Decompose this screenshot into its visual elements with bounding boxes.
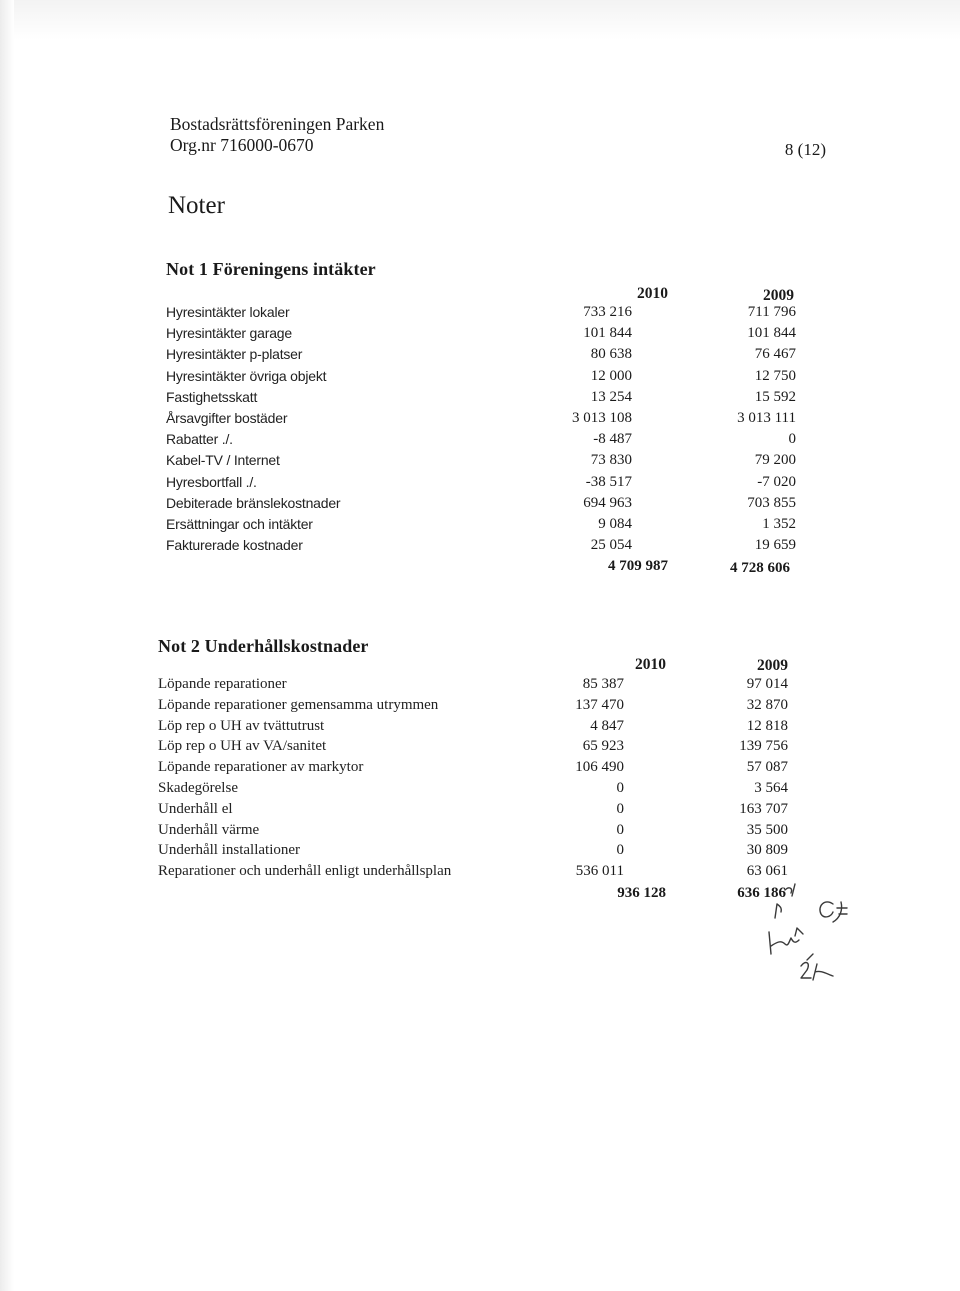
note1-row bbox=[166, 304, 796, 325]
note1-row-label: Fastighetsskatt bbox=[166, 388, 258, 405]
note1-year-2010: 2010 bbox=[637, 285, 668, 302]
note1-row-label: Hyresintäkter p-platser bbox=[166, 346, 303, 363]
note1-row-value-2009: 12 750 bbox=[754, 367, 796, 384]
note2-year-2010: 2010 bbox=[635, 656, 666, 673]
note2-row-label: Underhåll installationer bbox=[158, 842, 301, 859]
note1-row-value-2010: 13 254 bbox=[590, 388, 632, 405]
note1-row-value-2010: 101 844 bbox=[583, 325, 632, 342]
note2-row-value-2010: 0 bbox=[616, 779, 624, 796]
note1-row-value-2010: 80 638 bbox=[590, 346, 632, 363]
note1-row bbox=[166, 368, 796, 389]
note2-row-value-2009: 30 809 bbox=[746, 842, 788, 859]
note1-row-value-2010: -38 517 bbox=[585, 473, 632, 490]
page-number: 8 (12) bbox=[784, 140, 826, 159]
note1-row-label: Hyresintäkter garage bbox=[166, 325, 292, 342]
note1-row bbox=[166, 389, 796, 410]
note1-total-2010: 4 709 987 bbox=[608, 558, 668, 574]
org-name: Bostadsrättsföreningen Parken bbox=[170, 114, 385, 134]
note1-row-label: Hyresintäkter lokaler bbox=[166, 304, 290, 320]
note2-row-value-2009: 139 756 bbox=[739, 738, 788, 755]
note2-row bbox=[158, 863, 788, 884]
scan-shadow-left bbox=[0, 0, 14, 1291]
note2-row-value-2010: 106 490 bbox=[575, 759, 624, 776]
note2-title: Not 2 Underhållskostnader bbox=[158, 636, 369, 656]
note2-table bbox=[158, 676, 788, 884]
note1-row bbox=[166, 452, 796, 473]
note2-year-2009: 2009 bbox=[757, 657, 788, 674]
page-title: Noter bbox=[168, 192, 225, 219]
note1-row bbox=[166, 431, 796, 452]
note1-row bbox=[166, 537, 796, 558]
note2-row-label: Reparationer och underhåll enligt underhållsplan bbox=[158, 863, 452, 880]
note2-row-value-2010: 85 387 bbox=[582, 676, 624, 692]
note1-row bbox=[166, 474, 796, 495]
note1-row-value-2009: 79 200 bbox=[754, 452, 796, 469]
note1-row-label: Hyresintäkter övriga objekt bbox=[166, 367, 327, 384]
note2-row bbox=[158, 676, 788, 697]
note2-total-2009: 636 186 bbox=[737, 885, 786, 901]
note1-row-value-2010: 694 963 bbox=[583, 494, 632, 511]
note1-title: Not 1 Föreningens intäkter bbox=[166, 259, 376, 279]
note2-row-value-2010: 65 923 bbox=[582, 738, 624, 755]
note1-row bbox=[166, 325, 796, 346]
note1-row-value-2009: 0 bbox=[788, 431, 796, 448]
note1-total-2009: 4 728 606 bbox=[730, 560, 790, 576]
note2-row-label: Underhåll el bbox=[158, 800, 233, 817]
note2-row-label: Löpande reparationer bbox=[158, 676, 287, 692]
note1-row-label: Debiterade bränslekostnader bbox=[166, 494, 341, 511]
note1-row-value-2010: 733 216 bbox=[583, 304, 632, 320]
note1-row-value-2009: -7 020 bbox=[757, 473, 796, 490]
note1-row bbox=[166, 346, 796, 367]
note2-row-value-2010: 0 bbox=[616, 800, 624, 817]
note1-table bbox=[166, 304, 796, 558]
note1-row-value-2009: 76 467 bbox=[754, 346, 796, 363]
note1-year-2009: 2009 bbox=[763, 287, 794, 304]
note2-row-value-2010: 536 011 bbox=[575, 863, 624, 880]
note2-row bbox=[158, 801, 788, 822]
note2-row-value-2009: 32 870 bbox=[746, 696, 788, 713]
note2-row-value-2010: 0 bbox=[616, 821, 624, 838]
note2-row-value-2009: 97 014 bbox=[746, 676, 788, 692]
note2-row-label: Löp rep o UH av tvättutrust bbox=[158, 717, 325, 734]
note1-row-value-2009: 101 844 bbox=[747, 325, 796, 342]
note2-row-value-2009: 35 500 bbox=[746, 821, 788, 838]
note1-row-value-2010: 12 000 bbox=[590, 367, 632, 384]
note1-row-value-2009: 1 352 bbox=[762, 515, 796, 532]
note1-row-value-2010: 25 054 bbox=[590, 537, 632, 554]
note1-row-label: Kabel-TV / Internet bbox=[166, 452, 280, 469]
note2-row bbox=[158, 718, 788, 739]
note1-row-value-2009: 711 796 bbox=[747, 304, 796, 320]
scan-shadow-top bbox=[0, 0, 960, 40]
note2-row-value-2009: 3 564 bbox=[754, 779, 788, 796]
note1-row-value-2009: 703 855 bbox=[747, 494, 796, 511]
note1-row-value-2009: 3 013 111 bbox=[737, 409, 796, 426]
note2-row bbox=[158, 822, 788, 843]
note1-row bbox=[166, 495, 796, 516]
note2-row bbox=[158, 759, 788, 780]
note1-row-label: Årsavgifter bostäder bbox=[166, 409, 288, 426]
note2-row-label: Löp rep o UH av VA/sanitet bbox=[158, 738, 327, 755]
note1-row-label: Fakturerade kostnader bbox=[166, 537, 303, 554]
note2-row bbox=[158, 697, 788, 718]
note2-row-value-2009: 63 061 bbox=[746, 863, 788, 880]
note2-row-value-2009: 57 087 bbox=[746, 759, 788, 776]
note1-row-label: Rabatter ./. bbox=[166, 431, 233, 448]
note2-row bbox=[158, 842, 788, 863]
note2-row-label: Underhåll värme bbox=[158, 821, 260, 838]
note2-row-label: Skadegörelse bbox=[158, 779, 238, 796]
note2-row-value-2010: 0 bbox=[616, 842, 624, 859]
note2-row-value-2010: 4 847 bbox=[590, 717, 624, 734]
note2-row-value-2010: 137 470 bbox=[575, 696, 624, 713]
note1-row-value-2010: -8 487 bbox=[593, 431, 632, 448]
note1-row-value-2010: 73 830 bbox=[590, 452, 632, 469]
note2-row-label: Löpande reparationer av markytor bbox=[158, 759, 364, 776]
note1-row-label: Ersättningar och intäkter bbox=[166, 515, 313, 532]
note1-row bbox=[166, 410, 796, 431]
note2-row bbox=[158, 780, 788, 801]
org-number: Org.nr 716000-0670 bbox=[170, 135, 314, 155]
note2-row-value-2009: 12 818 bbox=[746, 717, 788, 734]
note1-row-value-2009: 19 659 bbox=[754, 537, 796, 554]
note1-row-label: Hyresbortfall ./. bbox=[166, 473, 257, 490]
note2-row bbox=[158, 738, 788, 759]
note1-row-value-2009: 15 592 bbox=[754, 388, 796, 405]
handwritten-initials-signature bbox=[755, 880, 865, 990]
note1-row-value-2010: 3 013 108 bbox=[572, 409, 632, 426]
note2-total-2010: 936 128 bbox=[617, 885, 666, 901]
note2-row-value-2009: 163 707 bbox=[739, 800, 788, 817]
note1-row bbox=[166, 516, 796, 537]
note2-row-label: Löpande reparationer gemensamma utrymmen bbox=[158, 696, 439, 713]
note1-row-value-2010: 9 084 bbox=[598, 515, 632, 532]
